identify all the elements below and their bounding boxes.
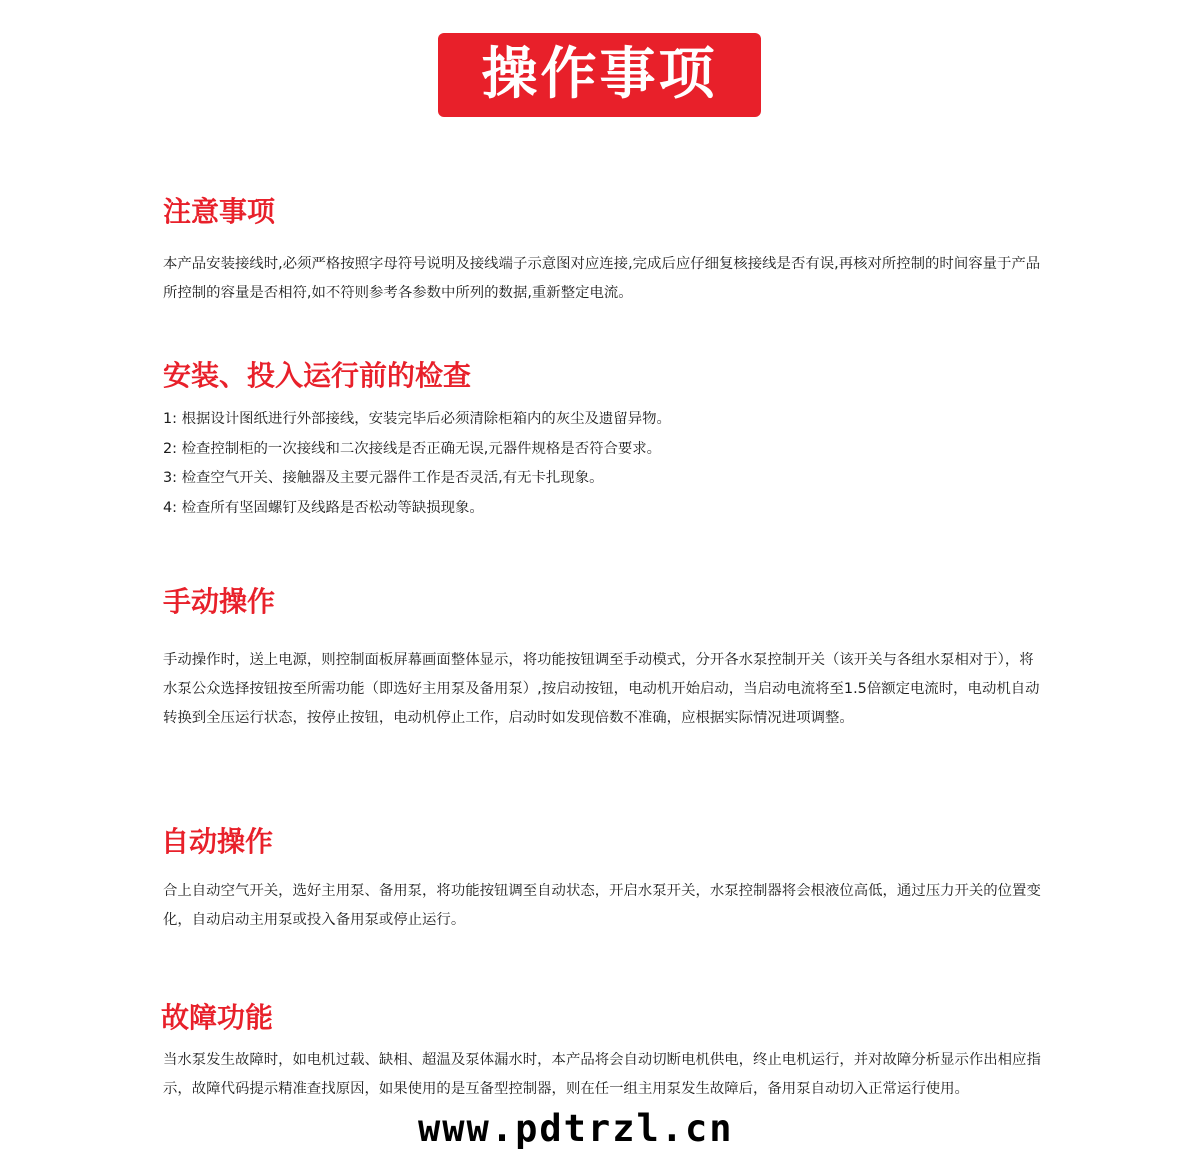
title-banner [438, 33, 761, 117]
section-title-inspection: 安装、投入运行前的检查 [163, 359, 472, 392]
list-item: 1: 根据设计图纸进行外部接线，安装完毕后必须清除柜箱内的灰尘及遗留异物。 [163, 411, 671, 427]
section-title-fault: 故障功能 [161, 1001, 274, 1034]
manual-paragraph: 手动操作时，送上电源，则控制面板屏幕画面整体显示，将功能按钮调至手动模式，分开各水泵控制开关（该开关与各组水泵相对于），将水泵公众选择按钮按至所需功能（即选好主用泵及备用泵）,按启动按钮，电动机开始启动，当启动电流将至1.5倍额定电流时，电动机自动转换到全压运行状态，按停止按钮，电动机停止工作，启动时如发现倍数不准确，应根据实际情况进项调整。 [163, 652, 1040, 726]
list-item: 3: 检查空气开关、接触器及主要元器件工作是否灵活,有无卡扎现象。 [163, 470, 604, 486]
section-title-auto: 自动操作 [161, 825, 274, 858]
list-item: 2: 检查控制柜的一次接线和二次接线是否正确无误,元器件规格是否符合要求。 [163, 440, 662, 457]
list-item: 4: 检查所有坚固螺钉及线路是否松动等缺损现象。 [163, 499, 484, 516]
inspection-list [163, 405, 1043, 523]
site-watermark: www.pdtrzl.cn [418, 1107, 734, 1150]
section-title-manual: 手动操作 [163, 585, 276, 618]
page-title: 操作事项 [481, 42, 718, 107]
section-title-notice: 注意事项 [163, 195, 276, 228]
auto-paragraph: 合上自动空气开关，选好主用泵、备用泵，将功能按钮调至自动状态，开启水泵开关，水泵控制器将会根液位高低，通过压力开关的位置变化，自动启动主用泵或投入备用泵或停止运行。 [163, 883, 1041, 928]
fault-paragraph: 当水泵发生故障时，如电机过载、缺相、超温及泵体漏水时，本产品将会自动切断电机供电，终止电机运行，并对故障分析显示作出相应指示，故障代码提示精准查找原因，如果使用的是互备型控制器，则在任一组主用泵发生故障后，备用泵自动切入正常运行使用。 [163, 1052, 1041, 1097]
notice-paragraph: 本产品安装接线时,必须严格按照字母符号说明及接线端子示意图对应连接,完成后应仔细复核接线是否有误,再核对所控制的时间容量于产品所控制的容量是否相符,如不符则参考各参数中所列的数据,重新整定电流。 [163, 256, 1041, 301]
